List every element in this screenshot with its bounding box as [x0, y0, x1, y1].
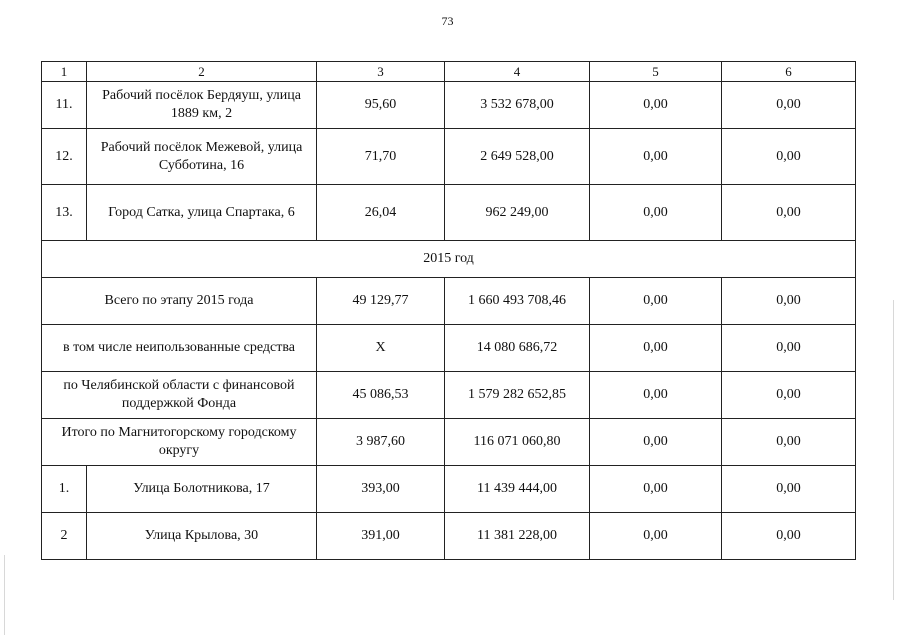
column-6-cell: 0,00 — [722, 129, 856, 185]
column-6-cell: 0,00 — [722, 185, 856, 241]
area-cell: X — [317, 325, 445, 372]
area-cell: 26,04 — [317, 185, 445, 241]
column-number: 2 — [87, 62, 317, 82]
cost-cell: 2 649 528,00 — [445, 129, 590, 185]
area-cell: 71,70 — [317, 129, 445, 185]
cost-cell: 962 249,00 — [445, 185, 590, 241]
row-number: 2 — [42, 513, 87, 560]
column-number: 3 — [317, 62, 445, 82]
summary-label: по Челябинской области с финансовой поддержкой Фонда — [42, 372, 317, 419]
cost-cell: 1 579 282 652,85 — [445, 372, 590, 419]
column-5-cell: 0,00 — [590, 185, 722, 241]
area-cell: 45 086,53 — [317, 372, 445, 419]
district-label: Итого по Магнитогорскому городскому округу — [42, 419, 317, 466]
column-6-cell: 0,00 — [722, 419, 856, 466]
district-total-row — [42, 419, 856, 466]
summary-label: в том числе неипользованные средства — [42, 325, 317, 372]
cost-cell: 1 660 493 708,46 — [445, 278, 590, 325]
object-address: Улица Крылова, 30 — [87, 513, 317, 560]
column-6-cell: 0,00 — [722, 82, 856, 129]
area-cell: 3 987,60 — [317, 419, 445, 466]
column-5-cell: 0,00 — [590, 372, 722, 419]
program-table — [41, 61, 856, 560]
area-cell: 393,00 — [317, 466, 445, 513]
cost-cell: 116 071 060,80 — [445, 419, 590, 466]
column-number: 1 — [42, 62, 87, 82]
cost-cell: 3 532 678,00 — [445, 82, 590, 129]
year-heading: 2015 год — [42, 241, 856, 278]
object-address: Рабочий посёлок Межевой, улица Субботина, 16 — [87, 129, 317, 185]
object-address: Рабочий посёлок Бердяуш, улица 1889 км, 2 — [87, 82, 317, 129]
column-5-cell: 0,00 — [590, 278, 722, 325]
object-address: Улица Болотникова, 17 — [87, 466, 317, 513]
row-number: 12. — [42, 129, 87, 185]
row-number: 1. — [42, 466, 87, 513]
column-5-cell: 0,00 — [590, 325, 722, 372]
column-number: 4 — [445, 62, 590, 82]
table-row — [42, 513, 856, 560]
column-6-cell: 0,00 — [722, 325, 856, 372]
area-cell: 95,60 — [317, 82, 445, 129]
area-cell: 391,00 — [317, 513, 445, 560]
column-5-cell: 0,00 — [590, 466, 722, 513]
page-number: 73 — [441, 14, 454, 28]
column-number: 5 — [590, 62, 722, 82]
column-5-cell: 0,00 — [590, 419, 722, 466]
table-row — [42, 129, 856, 185]
cost-cell: 11 439 444,00 — [445, 466, 590, 513]
table-row — [42, 466, 856, 513]
column-number: 6 — [722, 62, 856, 82]
year-section-row — [42, 241, 856, 278]
summary-row — [42, 278, 856, 325]
column-6-cell: 0,00 — [722, 372, 856, 419]
scan-artifact-line — [4, 555, 5, 635]
column-5-cell: 0,00 — [590, 82, 722, 129]
row-number: 11. — [42, 82, 87, 129]
summary-row — [42, 325, 856, 372]
row-number: 13. — [42, 185, 87, 241]
object-address: Город Сатка, улица Спартака, 6 — [87, 185, 317, 241]
area-cell: 49 129,77 — [317, 278, 445, 325]
scan-artifact-line — [893, 300, 894, 600]
cost-cell: 11 381 228,00 — [445, 513, 590, 560]
summary-label: Всего по этапу 2015 года — [42, 278, 317, 325]
column-5-cell: 0,00 — [590, 129, 722, 185]
table-row — [42, 82, 856, 129]
column-6-cell: 0,00 — [722, 278, 856, 325]
column-5-cell: 0,00 — [590, 513, 722, 560]
column-number-row — [42, 62, 856, 82]
column-6-cell: 0,00 — [722, 513, 856, 560]
summary-row — [42, 372, 856, 419]
column-6-cell: 0,00 — [722, 466, 856, 513]
table-row — [42, 185, 856, 241]
cost-cell: 14 080 686,72 — [445, 325, 590, 372]
